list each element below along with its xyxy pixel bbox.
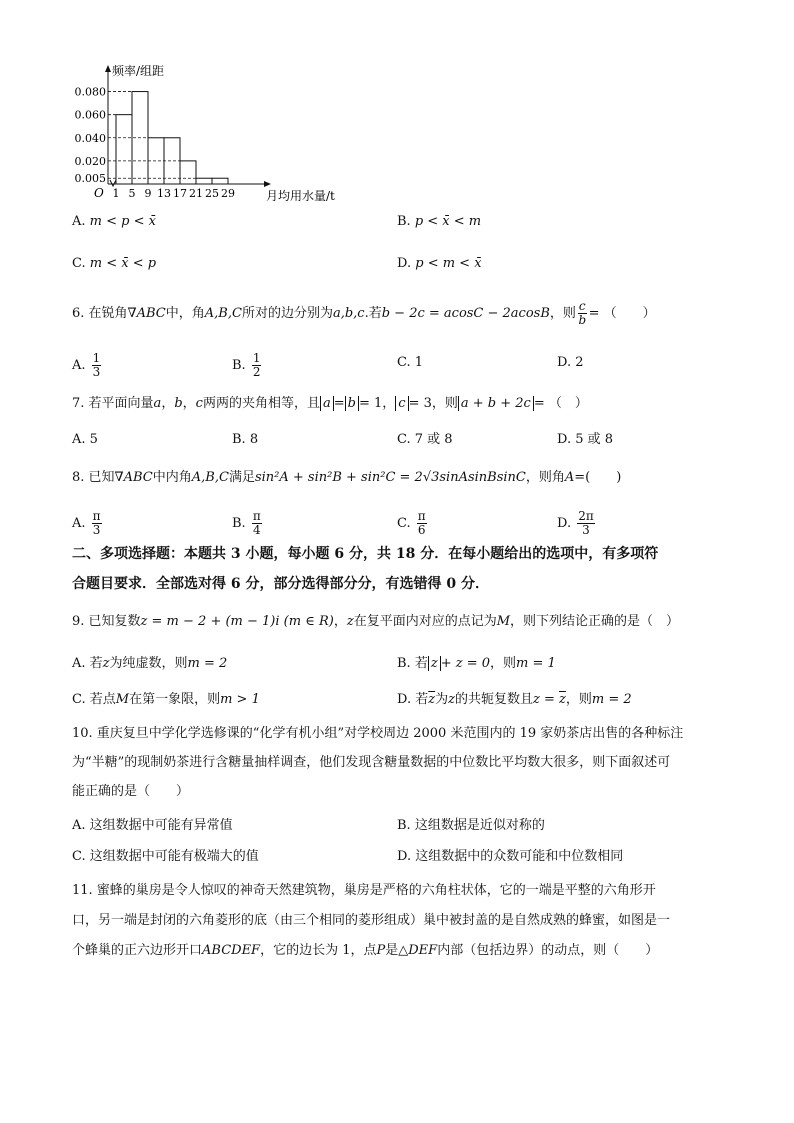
q5-option-c: C. m < x̄ < p xyxy=(72,256,157,271)
axis-break-mark xyxy=(110,180,116,186)
x-axis-title: 月均用水量/t xyxy=(266,189,335,203)
histogram-bar xyxy=(164,138,180,184)
x-axis-arrow xyxy=(264,181,271,187)
section-2-heading: 二、多项选择题：本题共 3 小题，每小题 6 分，共 18 分．在每小题给出的选项中，有多项符 xyxy=(72,546,659,562)
x-tick-label: 13 xyxy=(157,187,171,200)
q9-option-d: D. 若$\overline{z}$为z的共轭复数且$z = \overline{z}$，则m = 2 xyxy=(397,692,632,707)
q6-option-a: A. $\frac{1}{3}$ xyxy=(72,351,101,379)
q5-option-d: D. p < m < x̄ xyxy=(397,256,482,271)
histogram-bar xyxy=(116,115,132,184)
section-2-instructions: 合题目要求．全部选对得 6 分，部分选得部分分，有选错得 0 分． xyxy=(72,576,489,592)
q5-option-a: A. m < p < x̄ xyxy=(72,214,156,229)
histogram-bar xyxy=(196,178,212,184)
q9-stem: 9. 已知复数z = m − 2 + (m − 1)i (m ∈ R)，z在复平面内对应的点记为M，则下列结论正确的是（ ） xyxy=(72,614,680,629)
y-axis-title: 频率/组距 xyxy=(112,64,165,78)
y-tick-label: 0.020 xyxy=(74,154,106,168)
frequency-histogram xyxy=(68,62,348,203)
q7-option-d: D. 5 或 8 xyxy=(557,432,614,447)
origin-label: O xyxy=(94,186,104,200)
q9-option-a: A. 若z为纯虚数，则m = 2 xyxy=(72,656,228,671)
q6-option-c: C. 1 xyxy=(397,355,424,370)
x-tick-label: 21 xyxy=(189,187,203,200)
x-tick-label: 1 xyxy=(112,187,120,200)
q10-option-b: B. 这组数据是近似对称的 xyxy=(397,818,545,833)
q7-option-b: B. 8 xyxy=(232,432,259,447)
y-tick-label: 0.040 xyxy=(74,131,106,145)
histogram-bar xyxy=(212,178,228,184)
y-tick-label: 0.005 xyxy=(74,172,106,186)
q9-option-c: C. 若点M在第一象限，则m > 1 xyxy=(72,692,260,707)
y-tick-label: 0.080 xyxy=(74,85,106,99)
q11-stem-line3: 个蜂巢的正六边形开口ABCDEF，它的边长为 1，点P是△DEF内部（包括边界）的动点，则（ ） xyxy=(72,943,659,958)
y-tick-label: 0.060 xyxy=(74,108,106,122)
q7-option-c: C. 7 或 8 xyxy=(397,432,453,447)
q9-option-b: B. 若 z + z = 0，则m = 1 xyxy=(397,656,556,671)
x-tick-label: 29 xyxy=(221,187,235,200)
q10-option-c: C. 这组数据中可能有极端大的值 xyxy=(72,849,259,864)
q10-stem-line3: 能正确的是（ ） xyxy=(72,784,190,799)
x-tick-label: 9 xyxy=(144,187,152,200)
q8-option-a: A. $\frac{\pi}{3}$ xyxy=(72,509,101,537)
q11-stem-line1: 11. 蜜蜂的巢房是令人惊叹的神奇天然建筑物，巢房是严格的六角柱状体，它的一端是平整的六角形开 xyxy=(72,883,656,898)
y-axis-arrow xyxy=(105,65,111,72)
x-tick-label: 25 xyxy=(205,187,219,200)
q8-stem: 8. 已知∇ABC中内角A,B,C满足sin²A + sin²B + sin²C = 2√3sinAsinBsinC，则角A=( ) xyxy=(72,470,622,485)
q11-stem-line2: 口，另一端是封闭的六角菱形的底（由三个相同的菱形组成）巢中被封盖的是自然成熟的蜂蜜，如图是一 xyxy=(72,913,671,928)
q6-option-b: B. $\frac{1}{2}$ xyxy=(232,351,261,379)
x-tick-label: 17 xyxy=(173,187,187,200)
q7-stem: 7. 若平面向量a，b，c两两的夹角相等，且 a = b = 1， c = 3，则 a + b + 2c = （ ） xyxy=(72,396,588,411)
q10-option-d: D. 这组数据中的众数可能和中位数相同 xyxy=(397,849,624,864)
q8-option-d: D. $\frac{2\pi}{3}$ xyxy=(557,509,594,537)
q10-stem-line1: 10. 重庆复旦中学化学选修课的“化学有机小组”对学校周边 2000 米范围内的 19 家奶茶店出售的各种标注 xyxy=(72,726,684,741)
q10-stem-line2: 为“半糖”的现制奶茶进行含糖量抽样调查，他们发现含糖量数据的中位数比平均数大很多，则下面叙述可 xyxy=(72,755,671,770)
x-tick-label: 5 xyxy=(128,187,136,200)
q5-option-b: B. p < x̄ < m xyxy=(397,214,482,229)
q7-option-a: A. 5 xyxy=(72,432,98,447)
q8-option-b: B. $\frac{\pi}{4}$ xyxy=(232,509,261,537)
histogram-bar xyxy=(180,161,196,184)
q8-option-c: C. $\frac{\pi}{6}$ xyxy=(397,509,426,537)
q6-option-d: D. 2 xyxy=(557,355,584,370)
q6-stem: 6. 在锐角∇ABC中，角A,B,C所对的边分别为a,b,c.若b − 2c = acosC − 2acosB，则 $\frac{c}{b}$ = （ ） xyxy=(72,299,656,327)
q10-option-a: A. 这组数据中可能有异常值 xyxy=(72,818,233,833)
